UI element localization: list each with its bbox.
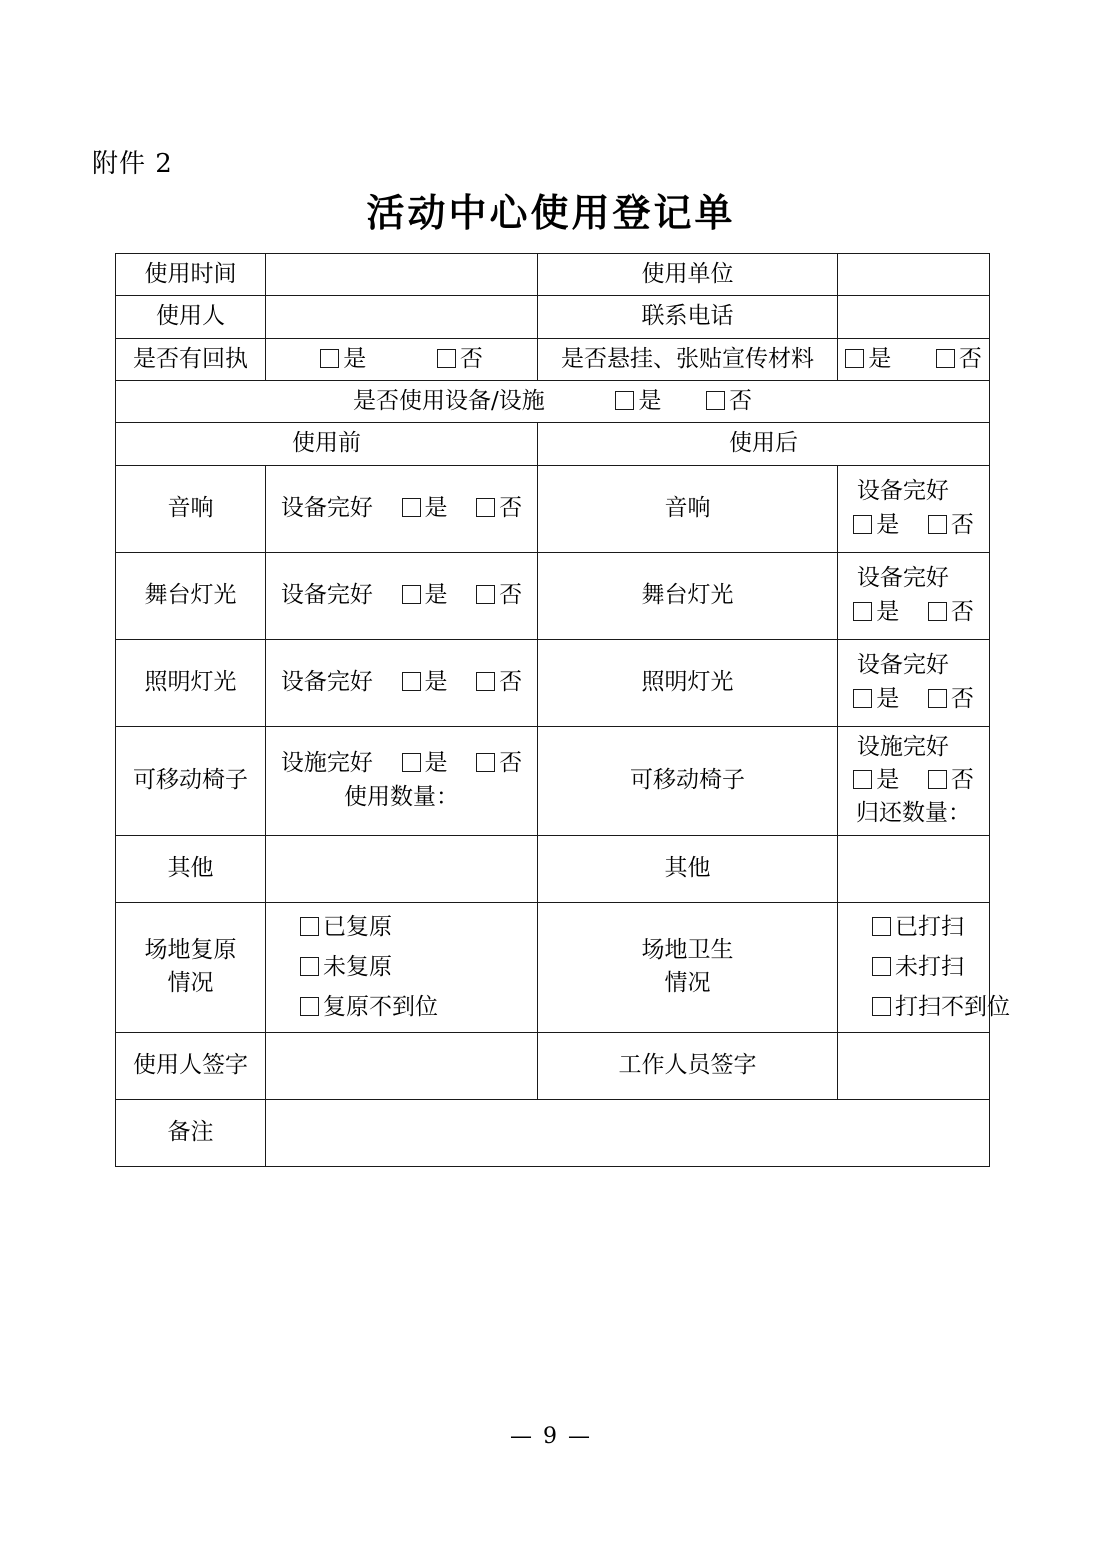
label-use-time: 使用时间: [116, 254, 266, 296]
checkbox-label: 未复原: [323, 954, 392, 980]
equipment-intact-label: 设备完好: [280, 495, 373, 522]
field-use-unit[interactable]: [838, 254, 990, 296]
checkbox-label: 是: [868, 345, 892, 372]
table-row: [116, 552, 990, 639]
checkbox-icon[interactable]: [853, 770, 872, 789]
checkbox-icon[interactable]: [402, 753, 421, 772]
checkbox-label: 是: [343, 345, 367, 372]
checkbox-label: 否: [499, 669, 523, 696]
checkbox-clean-incomplete[interactable]: [844, 987, 1010, 1027]
checkbox-label: 是: [424, 669, 448, 696]
checkbox-sound-before-no[interactable]: [476, 492, 522, 525]
checkbox-label: 未打扫: [895, 954, 964, 980]
checkbox-label: 否: [459, 345, 483, 372]
label-movable-chairs-before: 可移动椅子: [116, 726, 266, 835]
label-venue-restore: [116, 902, 266, 1032]
label-has-receipt: 是否有回执: [116, 338, 266, 380]
field-movable-chairs-before: [266, 726, 538, 835]
equipment-intact-label: 设备完好: [856, 565, 949, 592]
checkbox-chairs-before-yes[interactable]: [402, 747, 448, 780]
checkbox-label: 否: [958, 345, 982, 372]
label-line-2: 情况: [167, 970, 214, 997]
registration-form-table: [115, 253, 1010, 1167]
field-other-before[interactable]: [266, 835, 538, 902]
field-venue-restore-options: [266, 902, 538, 1032]
field-user-signature[interactable]: [266, 1032, 538, 1099]
checkbox-sound-after-yes[interactable]: [853, 509, 899, 542]
checkbox-hang-no[interactable]: [936, 343, 982, 376]
table-row: [116, 835, 990, 902]
checkbox-icon[interactable]: [872, 957, 891, 976]
field-venue-hygiene-options: [838, 902, 1010, 1032]
checkbox-icon[interactable]: [476, 585, 495, 604]
checkbox-icon[interactable]: [402, 672, 421, 691]
attachment-label: 附件 2: [92, 149, 173, 179]
checkbox-label: 是: [424, 750, 448, 777]
label-phone: 联系电话: [538, 296, 838, 338]
table-row: [116, 902, 990, 1032]
checkbox-label: 否: [499, 495, 523, 522]
label-line-1: 场地卫生: [641, 936, 734, 963]
checkbox-label: 否: [950, 511, 974, 538]
label-line-2: 情况: [664, 970, 711, 997]
label-line-1: 场地复原: [144, 936, 237, 963]
checkbox-lighting-before-yes[interactable]: [402, 666, 448, 699]
checkbox-icon[interactable]: [872, 997, 891, 1016]
checkbox-icon[interactable]: [845, 349, 864, 368]
checkbox-label: 是: [876, 767, 900, 794]
label-stage-light-before: 舞台灯光: [116, 552, 266, 639]
checkbox-sound-after-no[interactable]: [928, 509, 974, 542]
checkbox-icon[interactable]: [615, 391, 634, 410]
checkbox-stage-before-yes[interactable]: [402, 579, 448, 612]
field-sound-before: [266, 465, 538, 552]
checkbox-icon[interactable]: [402, 585, 421, 604]
field-sound-after: [838, 465, 990, 552]
checkbox-label: 否: [729, 388, 752, 415]
checkbox-icon[interactable]: [853, 515, 872, 534]
checkbox-lighting-before-no[interactable]: [476, 666, 522, 699]
label-other-before: 其他: [116, 835, 266, 902]
page-number: — 9 —: [510, 1424, 592, 1449]
table-row: [116, 726, 990, 835]
checkbox-label: 是: [876, 511, 900, 538]
checkbox-icon[interactable]: [402, 498, 421, 517]
checkbox-label: 否: [950, 767, 974, 794]
label-use-equipment: 是否使用设备/设施: [353, 388, 545, 415]
label-user: 使用人: [116, 296, 266, 338]
label-venue-hygiene: [538, 902, 838, 1032]
checkbox-icon[interactable]: [928, 689, 947, 708]
checkbox-icon[interactable]: [437, 349, 456, 368]
checkbox-icon[interactable]: [853, 689, 872, 708]
header-after-use: 使用后: [538, 423, 990, 465]
table-row: [116, 296, 990, 338]
checkbox-icon[interactable]: [706, 391, 725, 410]
field-other-after[interactable]: [838, 835, 990, 902]
checkbox-stage-before-no[interactable]: [476, 579, 522, 612]
checkbox-label: 是: [424, 495, 448, 522]
checkbox-label: 是: [638, 388, 662, 415]
label-other-after: 其他: [538, 835, 838, 902]
field-user[interactable]: [266, 296, 538, 338]
checkbox-not-cleaned[interactable]: [844, 947, 983, 987]
checkbox-label: 是: [424, 582, 448, 609]
checkbox-sound-before-yes[interactable]: [402, 492, 448, 525]
checkbox-label: 否: [499, 582, 523, 609]
checkbox-restore-incomplete[interactable]: [272, 987, 531, 1027]
checkbox-not-restored[interactable]: [272, 947, 531, 987]
equipment-intact-label: 设备完好: [280, 582, 373, 609]
checkbox-cleaned[interactable]: [844, 907, 983, 947]
checkbox-label: 否: [950, 685, 974, 712]
checkbox-equipment-yes[interactable]: [615, 385, 661, 418]
used-count-line[interactable]: 使用数量：: [344, 783, 459, 810]
checkbox-stage-after-no[interactable]: [928, 596, 974, 629]
table-row: [116, 465, 990, 552]
table-row: [116, 338, 990, 380]
field-movable-chairs-after: [838, 726, 990, 835]
checkbox-icon[interactable]: [928, 770, 947, 789]
header-before-use: 使用前: [116, 423, 538, 465]
checkbox-icon[interactable]: [320, 349, 339, 368]
checkbox-label: 是: [876, 685, 900, 712]
checkbox-icon[interactable]: [300, 997, 319, 1016]
checkbox-label: 否: [950, 598, 974, 625]
checkbox-label: 是: [876, 598, 900, 625]
checkbox-icon[interactable]: [928, 515, 947, 534]
checkbox-icon[interactable]: [936, 349, 955, 368]
facility-intact-label: 设施完好: [280, 750, 373, 777]
label-sound-before: 音响: [116, 465, 266, 552]
returned-count-line[interactable]: 归还数量：: [856, 800, 971, 827]
checkbox-label: 否: [499, 750, 523, 777]
field-use-equipment: [116, 381, 990, 423]
checkbox-label: 已复原: [323, 913, 392, 940]
checkbox-icon[interactable]: [476, 753, 495, 772]
label-user-signature: 使用人签字: [116, 1032, 266, 1099]
checkbox-icon[interactable]: [853, 602, 872, 621]
field-staff-signature[interactable]: [838, 1032, 990, 1099]
table-row: [116, 1032, 990, 1099]
field-use-time[interactable]: [266, 254, 538, 296]
field-lighting-after: [838, 639, 990, 726]
table-row: [116, 381, 990, 423]
equipment-intact-label: 设备完好: [856, 478, 949, 505]
label-sound-after: 音响: [538, 465, 838, 552]
label-remarks: 备注: [116, 1099, 266, 1166]
field-hang-materials-options: [838, 338, 990, 380]
checkbox-chairs-before-no[interactable]: [476, 747, 522, 780]
page-title: 活动中心使用登记单: [366, 190, 736, 235]
field-stage-light-before: [266, 552, 538, 639]
label-use-unit: 使用单位: [538, 254, 838, 296]
checkbox-restored[interactable]: [272, 907, 531, 947]
table-row: [116, 639, 990, 726]
equipment-intact-label: 设备完好: [280, 669, 373, 696]
checkbox-chairs-after-yes[interactable]: [853, 764, 899, 797]
label-hang-materials: 是否悬挂、张贴宣传材料: [538, 338, 838, 380]
field-has-receipt-options: [266, 338, 538, 380]
checkbox-icon[interactable]: [476, 672, 495, 691]
facility-intact-line: [844, 731, 983, 798]
checkbox-label: 已打扫: [895, 913, 964, 940]
label-staff-signature: 工作人员签字: [538, 1032, 838, 1099]
checkbox-receipt-no[interactable]: [437, 343, 483, 376]
checkbox-icon[interactable]: [300, 957, 319, 976]
checkbox-receipt-yes[interactable]: [320, 343, 366, 376]
label-lighting-before: 照明灯光: [116, 639, 266, 726]
table-row: [116, 1099, 990, 1166]
field-lighting-before: [266, 639, 538, 726]
checkbox-lighting-after-yes[interactable]: [853, 683, 899, 716]
label-movable-chairs-after: 可移动椅子: [538, 726, 838, 835]
field-phone[interactable]: [838, 296, 990, 338]
field-remarks[interactable]: [266, 1099, 990, 1166]
checkbox-label: 打扫不到位: [895, 994, 1010, 1021]
checkbox-icon[interactable]: [928, 602, 947, 621]
checkbox-chairs-after-no[interactable]: [928, 764, 974, 797]
facility-intact-line: [272, 747, 531, 780]
checkbox-icon[interactable]: [300, 917, 319, 936]
checkbox-stage-after-yes[interactable]: [853, 596, 899, 629]
checkbox-equipment-no[interactable]: [706, 385, 752, 418]
table-row: [116, 423, 990, 465]
facility-intact-label: 设施完好: [856, 733, 949, 760]
checkbox-lighting-after-no[interactable]: [928, 683, 974, 716]
table-row: [116, 254, 990, 296]
checkbox-icon[interactable]: [476, 498, 495, 517]
label-lighting-after: 照明灯光: [538, 639, 838, 726]
checkbox-label: 复原不到位: [323, 994, 438, 1021]
label-stage-light-after: 舞台灯光: [538, 552, 838, 639]
field-stage-light-after: [838, 552, 990, 639]
checkbox-hang-yes[interactable]: [845, 343, 891, 376]
equipment-intact-label: 设备完好: [856, 652, 949, 679]
checkbox-icon[interactable]: [872, 917, 891, 936]
